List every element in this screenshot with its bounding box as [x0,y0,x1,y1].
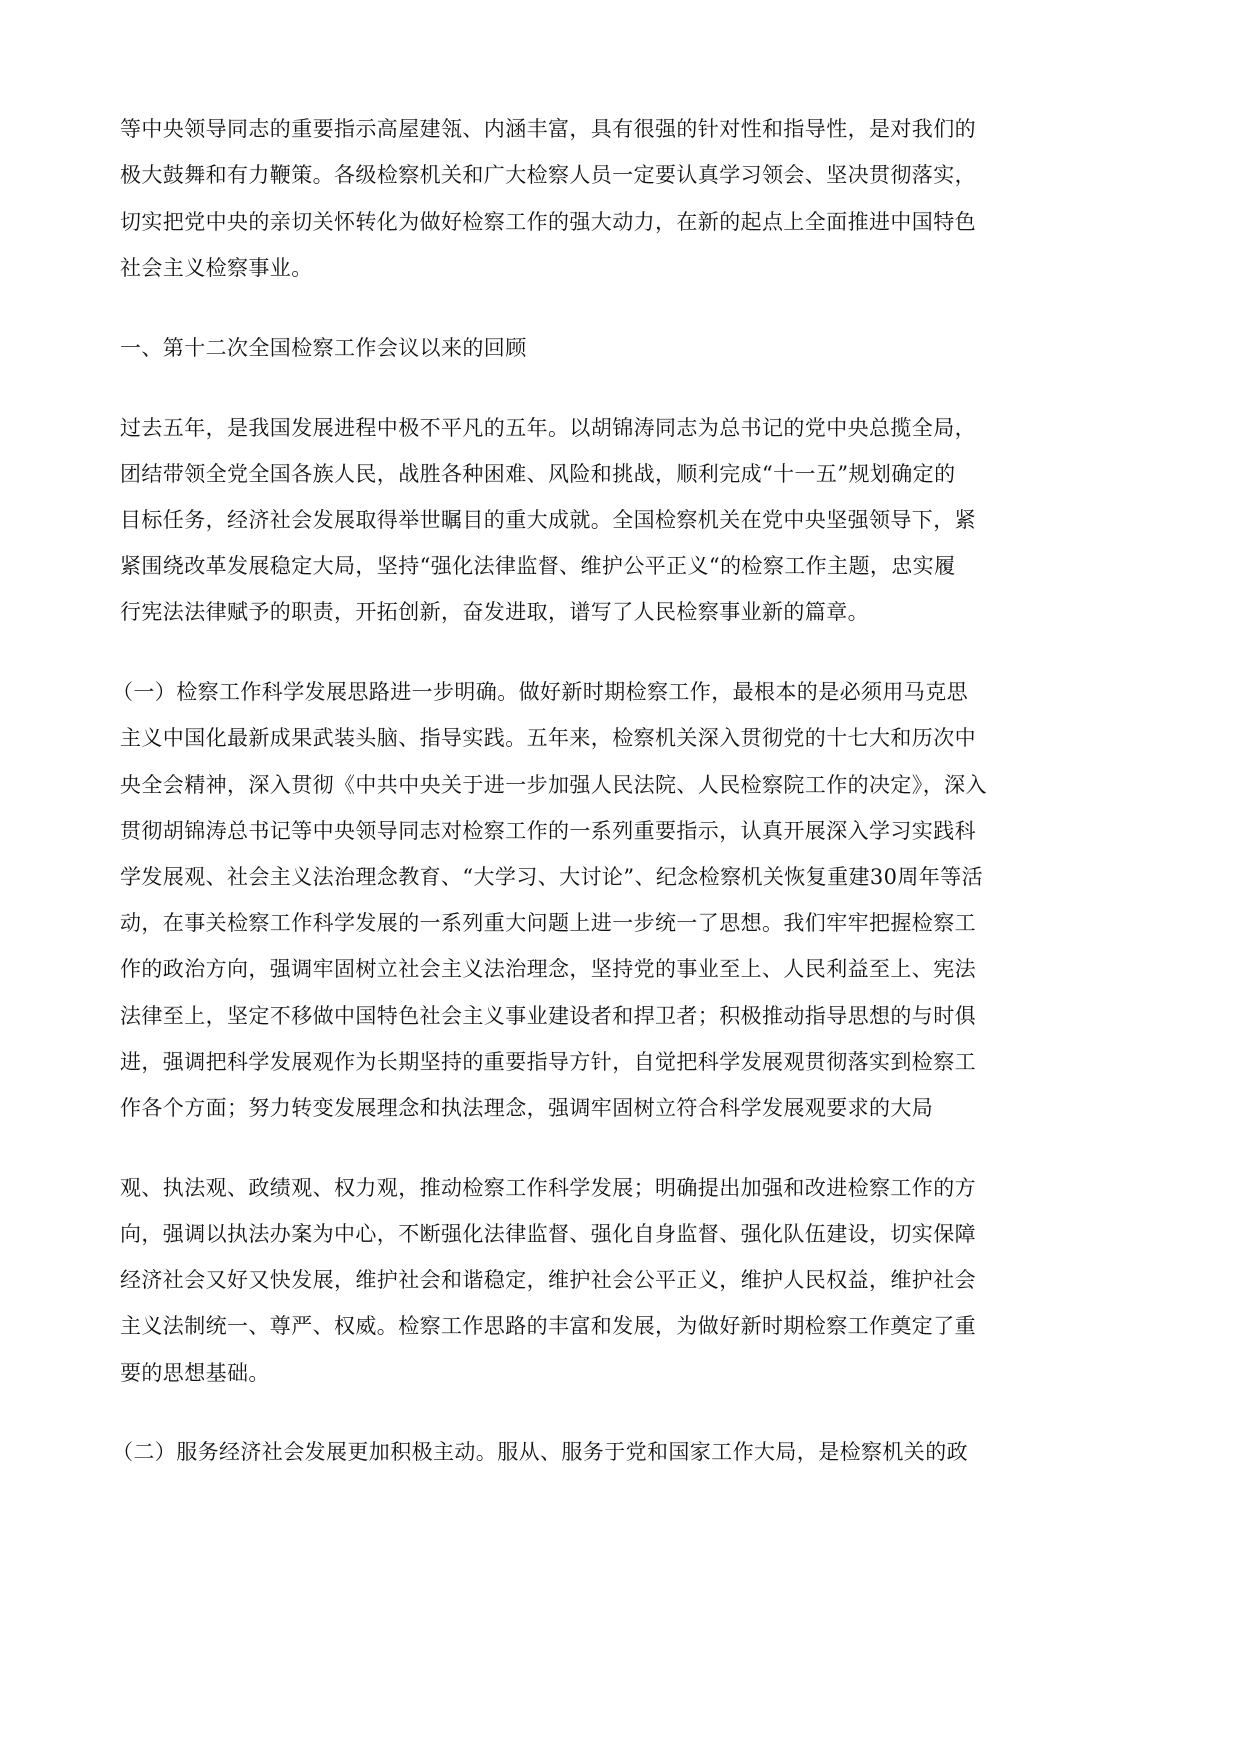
text-line: 作各个方面；努力转变发展理念和执法理念，强调牢固树立符合科学发展观要求的大局 [120,1096,934,1120]
section-heading: 一、第十二次全国检察工作会议以来的回顾 [120,336,527,360]
text-line: 要的思想基础。 [120,1361,270,1385]
text-line: 作的政治方向，强调牢固树立社会主义法治理念，坚持党的事业至上、人民利益至上、宪法 [120,957,976,981]
text-line: 贯彻胡锦涛总书记等中央领导同志对检察工作的一系列重要指示，认真开展深入学习实践科 [120,819,976,843]
text-line: 过去五年，是我国发展进程中极不平凡的五年。以胡锦涛同志为总书记的党中央总揽全局， [120,416,976,440]
text-line: 进，强调把科学发展观作为长期坚持的重要指导方针，自觉把科学发展观贯彻落实到检察工 [120,1050,976,1074]
text-line: 极大鼓舞和有力鞭策。各级检察机关和广大检察人员一定要认真学习领会、坚决贯彻落实， [120,163,976,187]
text-line: 紧围绕改革发展稳定大局，坚持“强化法律监督、维护公平正义“的检察工作主题，忠实履 [120,554,956,578]
subsection-line: （二）服务经济社会发展更加积极主动。服从、服务于党和国家工作大局，是检察机关的政 [112,1440,968,1464]
text-line: 经济社会又好又快发展，维护社会和谐稳定，维护社会公平正义，维护人民权益，维护社会 [120,1268,976,1292]
text-line: 主义法制统一、尊严、权威。检察工作思路的丰富和发展，为做好新时期检察工作奠定了重 [120,1314,976,1338]
text-line: 向，强调以执法办案为中心，不断强化法律监督、强化自身监督、强化队伍建设，切实保障 [120,1222,976,1246]
text-line: 社会主义检察事业。 [120,256,313,280]
text-line: 学发展观、社会主义法治理念教育、“大学习、大讨论”、纪念检察机关恢复重建30周年等活 [120,865,983,889]
text-line: 观、执法观、政绩观、权力观，推动检察工作科学发展；明确提出加强和改进检察工作的方 [120,1176,976,1200]
subsection-line: （一）检察工作科学发展思路进一步明确。做好新时期检察工作，最根本的是必须用马克思 [112,680,968,704]
text-line: 团结带领全党全国各族人民，战胜各种困难、风险和挑战，顺利完成“十一五”规划确定的 [120,462,956,486]
text-line: 法律至上，坚定不移做中国特色社会主义事业建设者和捍卫者；积极推动指导思想的与时俱 [120,1004,976,1028]
text-line: 等中央领导同志的重要指示高屋建瓴、内涵丰富，具有很强的针对性和指导性，是对我们的 [120,117,976,141]
text-line: 央全会精神，深入贯彻《中共中央关于进一步加强人民法院、人民检察院工作的决定》，深入 [120,773,987,797]
text-line: 动，在事关检察工作科学发展的一系列重大问题上进一步统一了思想。我们牢牢把握检察工 [120,911,976,935]
text-line: 切实把党中央的亲切关怀转化为做好检察工作的强大动力，在新的起点上全面推进中国特色 [120,210,976,234]
text-line: 行宪法法律赋予的职责，开拓创新，奋发进取，谱写了人民检察事业新的篇章。 [120,600,869,624]
text-line: 主义中国化最新成果武装头脑、指导实践。五年来，检察机关深入贯彻党的十七大和历次中 [120,726,976,750]
text-line: 目标任务，经济社会发展取得举世瞩目的重大成就。全国检察机关在党中央坚强领导下，紧 [120,508,976,532]
